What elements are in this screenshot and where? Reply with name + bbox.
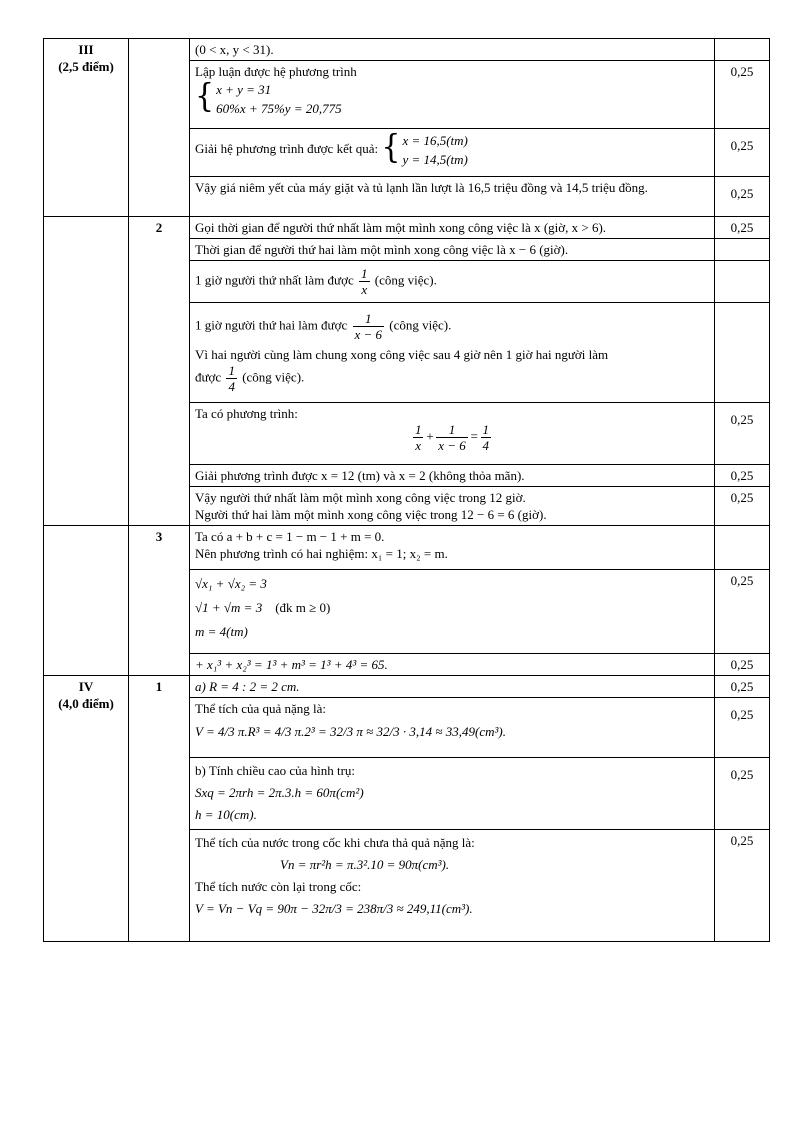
statement-text: Vậy người thứ nhất làm một mình xong công việc trong 12 giờ. xyxy=(195,490,526,505)
score-cell: 0,25 xyxy=(715,758,770,830)
score-cell: 0,25 xyxy=(715,676,770,698)
sub-empty xyxy=(129,39,190,217)
cell-content xyxy=(190,487,715,526)
statement-text: Thể tích của nước trong cốc khi chưa thả quả nặng là: xyxy=(195,835,475,850)
sub-label-2: 2 xyxy=(129,217,190,526)
part-iii xyxy=(44,39,129,217)
score-cell: 0,25 xyxy=(715,654,770,676)
score-cell xyxy=(715,39,770,61)
cell-content xyxy=(190,261,715,303)
part-label: III xyxy=(78,42,94,57)
sub-label-1: 1 xyxy=(129,676,190,942)
score-cell xyxy=(715,261,770,303)
part-label: IV xyxy=(78,679,94,694)
cell-content xyxy=(190,403,715,465)
fraction: $\frac{1}{4}$ xyxy=(228,363,235,394)
cell-content xyxy=(190,698,715,758)
cell-content xyxy=(190,465,715,487)
cell-content xyxy=(190,61,715,129)
score-cell: 0,25 xyxy=(715,177,770,217)
statement-text: (công việc). xyxy=(374,272,437,288)
cell-content xyxy=(190,758,715,830)
equation-1: x + y = 31 xyxy=(216,82,272,97)
equation: √x₁ + √x₂ = 3 xyxy=(195,576,267,591)
solution-2: y = 14,5(tm) xyxy=(402,152,468,167)
solution-1: x = 16,5(tm) xyxy=(402,133,468,148)
equation: Sxq = 2πrh = 2π.3.h = 60π(cm²) xyxy=(195,785,364,800)
statement-text: 1 giờ người thứ nhất làm được xyxy=(195,272,354,288)
score-cell: 0,25 xyxy=(715,129,770,177)
equation-system: { x + y = 31 60%x + 75%y = 20,775 xyxy=(195,77,342,116)
conclusion-text: Vậy giá niêm yết của máy giặt và tủ lạnh lần lượt là 16,5 triệu đồng và 14,5 triệu đồng. xyxy=(195,180,648,195)
score-cell: 0,25 xyxy=(715,465,770,487)
cell-content xyxy=(190,177,715,217)
equation: + x₁³ + x₂³ = 1³ + m³ = 1³ + 4³ = 65. xyxy=(195,657,388,672)
statement-text: Giải phương trình được x = 12 (tm) và x = 2 (không thỏa mãn). xyxy=(195,468,525,483)
equation: $\frac{1}{x}$ + $\frac{1}{x - 6}$ = $\frac{1}{4}$ xyxy=(414,422,490,453)
statement-text: Thời gian để người thứ hai làm một mình xong công việc là x − 6 (giờ). xyxy=(195,242,569,257)
part-iii-cont xyxy=(44,217,129,526)
equation: h = 10(cm). xyxy=(195,807,257,822)
cell-content xyxy=(190,239,715,261)
equation: m = 4(tm) xyxy=(195,624,248,639)
score-cell: 0,25 xyxy=(715,698,770,758)
score-cell: 0,25 xyxy=(715,487,770,526)
score-cell xyxy=(715,303,770,403)
cell-content xyxy=(190,129,715,177)
part-iv xyxy=(44,676,129,942)
cell-content xyxy=(190,570,715,654)
solution-system: { x = 16,5(tm) y = 14,5(tm) xyxy=(381,128,468,167)
equation: V = 4/3 π.R³ = 4/3 π.2³ = 32/3 π ≈ 32/3 · 3,14 ≈ 33,49(cm³). xyxy=(195,724,506,739)
statement-text: Nên phương trình có hai nghiệm: x₁ = 1; x₂ = m. xyxy=(195,546,448,561)
statement-text: (công việc). xyxy=(242,369,305,385)
score-cell: 0,25 xyxy=(715,61,770,129)
statement-text: Người thứ hai làm một mình xong công việc trong 12 − 6 = 6 (giờ). xyxy=(195,507,547,522)
cell-content xyxy=(190,217,715,239)
score-cell: 0,25 xyxy=(715,830,770,942)
cell-content xyxy=(190,676,715,698)
solve-intro: Giải hệ phương trình được kết quả: xyxy=(195,140,379,156)
fraction: $\frac{1}{x - 6}$ xyxy=(354,311,383,342)
cell-content xyxy=(190,830,715,942)
statement-text: a) R = 4 : 2 = 2 cm. xyxy=(195,679,300,694)
table-row xyxy=(44,526,770,570)
cell-content xyxy=(190,654,715,676)
table-row xyxy=(44,217,770,239)
sub-label-3: 3 xyxy=(129,526,190,676)
equation: V = Vn − Vq = 90π − 32π/3 = 238π/3 ≈ 249,11(cm³). xyxy=(195,901,473,916)
statement-text: (công việc). xyxy=(389,317,452,333)
statement-text: Vì hai người cùng làm chung xong công việc sau 4 giờ nên 1 giờ hai người làm xyxy=(195,347,609,362)
score-cell: 0,25 xyxy=(715,403,770,465)
equation: Vn = πr²h = π.3².10 = 90π(cm³). xyxy=(280,857,450,872)
statement-text: Gọi thời gian để người thứ nhất làm một mình xong công việc là x (giờ, x > 6). xyxy=(195,220,607,235)
answer-table xyxy=(43,38,770,942)
score-cell: 0,25 xyxy=(715,570,770,654)
statement-text: 1 giờ người thứ hai làm được xyxy=(195,317,348,333)
cell-content xyxy=(190,39,715,61)
fraction: $\frac{1}{x}$ xyxy=(361,266,368,297)
score-cell xyxy=(715,239,770,261)
score-cell xyxy=(715,526,770,570)
statement-text: Ta có a + b + c = 1 − m − 1 + m = 0. xyxy=(195,529,385,544)
statement-text: được xyxy=(195,369,222,385)
statement-text: Thể tích của quả nặng là: xyxy=(195,701,327,716)
statement-text: b) Tính chiều cao của hình trụ: xyxy=(195,763,356,778)
score-cell: 0,25 xyxy=(715,217,770,239)
condition-text: (0 < x, y < 31). xyxy=(195,42,274,57)
part-points: (4,0 điểm) xyxy=(58,696,114,711)
table-row xyxy=(44,39,770,61)
part-points: (2,5 điểm) xyxy=(58,59,114,74)
cell-content xyxy=(190,303,715,403)
part-iii-cont xyxy=(44,526,129,676)
equation-intro: Ta có phương trình: xyxy=(195,406,298,421)
condition-text: (đk m ≥ 0) xyxy=(275,600,331,615)
equation: √1 + √m = 3 xyxy=(195,600,263,615)
equation-2: 60%x + 75%y = 20,775 xyxy=(216,101,342,116)
statement-text: Thể tích nước còn lại trong cốc: xyxy=(195,879,362,894)
system-intro: Lập luận được hệ phương trình xyxy=(195,64,357,79)
table-row xyxy=(44,676,770,698)
cell-content xyxy=(190,526,715,570)
